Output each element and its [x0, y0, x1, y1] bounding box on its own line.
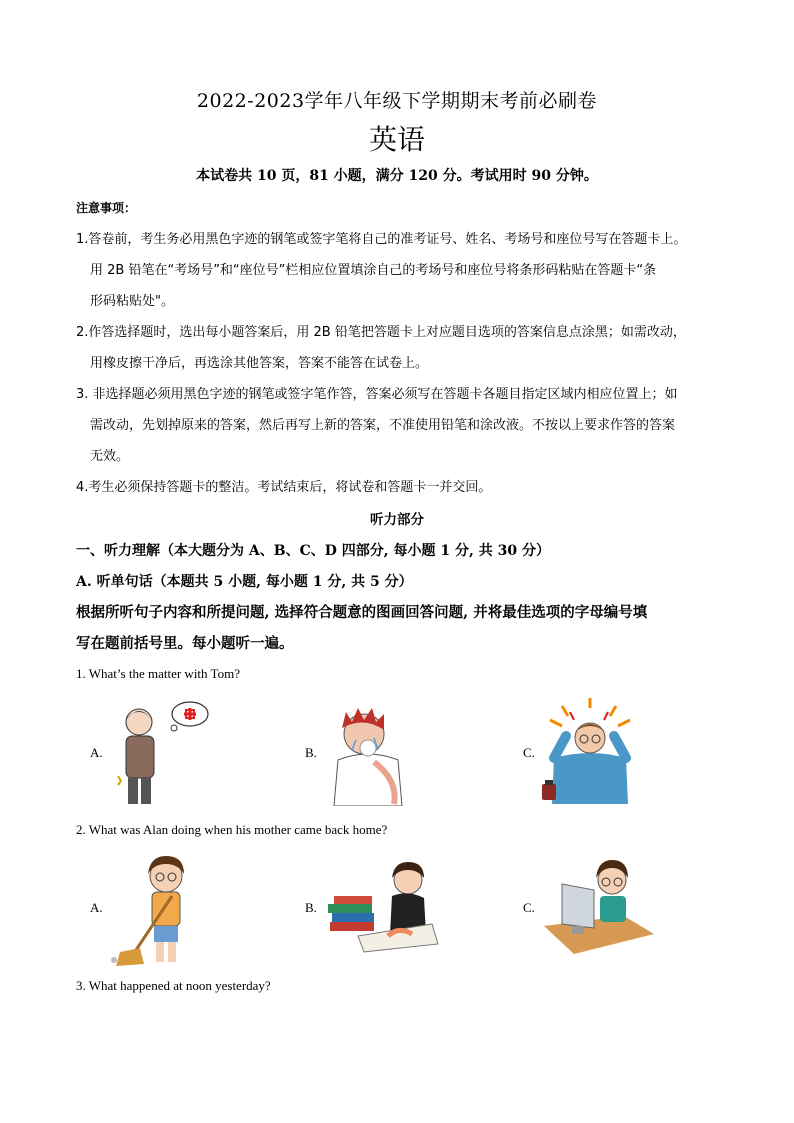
notice-line: 需改动，先划掉原来的答案，然后再写上新的答案，不准使用铅笔和涂改液。不按以上要求作答的答案 [90, 418, 676, 433]
option-label-b: B. [305, 745, 317, 760]
question-3: 3. What happened at noon yesterday? [76, 978, 271, 993]
option-label-c: C. [523, 745, 535, 760]
notice-item-1 [76, 224, 726, 317]
notice-line: 用橡皮擦干净后，再选涂其他答案，答案不能答在试卷上。 [90, 356, 429, 371]
section-a-heading: A. 听单句话（本题共 5 小题, 每小题 1 分, 共 5 分） [76, 574, 413, 590]
sweeping-boy-icon [110, 852, 200, 968]
notice-item-4 [76, 472, 726, 503]
computer-boy-icon [544, 854, 654, 958]
headache-man-icon [540, 698, 640, 806]
notice-line: 用 2B 铅笔在“考场号”和“座位号”栏相应位置填涂自己的考场号和座位号将条形码粘贴在答题卡“条 [90, 263, 657, 278]
instruction-line: 写在题前括号里。每小题听一遍。 [76, 635, 294, 652]
question-1: 1. What’s the matter with Tom? [76, 666, 240, 681]
instruction [76, 597, 726, 659]
notice-line: 3. 非选择题必须用黑色字迹的钢笔或签字笔作答，答案必须写在答题卡各题目指定区域内相应位置上；如 [76, 387, 678, 402]
notice-line: 2.作答选择题时，选出每小题答案后，用 2B 铅笔把答题卡上对应题目选项的答案信息点涂黑；如需改动， [76, 325, 686, 340]
notice-line: 4.考生必须保持答题卡的整洁。考试结束后，将试卷和答题卡一并交回。 [76, 480, 492, 495]
section-heading: 一、听力理解（本大题分为 A、B、C、D 四部分, 每小题 1 分, 共 30 分） [76, 543, 550, 559]
subject-title: 英语 [368, 123, 425, 156]
question-2: 2. What was Alan doing when his mother came back home? [76, 822, 388, 837]
instruction-line: 根据所听句子内容和所提问题, 选择符合题意的图画回答问题, 并将最佳选项的字母编号填 [76, 604, 648, 621]
notice-item-3 [76, 379, 726, 472]
notice-line: 形码粘贴处"。 [90, 294, 174, 309]
listening-part-heading: 听力部分 [370, 512, 424, 528]
exam-title: 2022-2023学年八年级下学期期末考前必刷卷 [196, 90, 598, 112]
reading-boy-icon [328, 856, 440, 956]
notice-item-2 [76, 317, 726, 379]
option-label-c: C. [523, 900, 535, 915]
crying-boy-icon [328, 700, 408, 806]
notice-heading: 注意事项： [76, 201, 137, 215]
notice-line: 无效。 [90, 449, 130, 464]
notice-line: 1.答卷前，考生务必用黑色字迹的钢笔或签字笔将自己的准考证号、姓名、考场号和座位号写在答题卡上。 [76, 232, 687, 247]
option-label-b: B. [305, 900, 317, 915]
option-label-a: A. [90, 900, 103, 915]
stomachache-boy-icon [110, 698, 210, 808]
exam-info: 本试卷共 10 页，81 小题，满分 120 分。考试用时 90 分钟。 [196, 168, 598, 184]
option-label-a: A. [90, 745, 103, 760]
